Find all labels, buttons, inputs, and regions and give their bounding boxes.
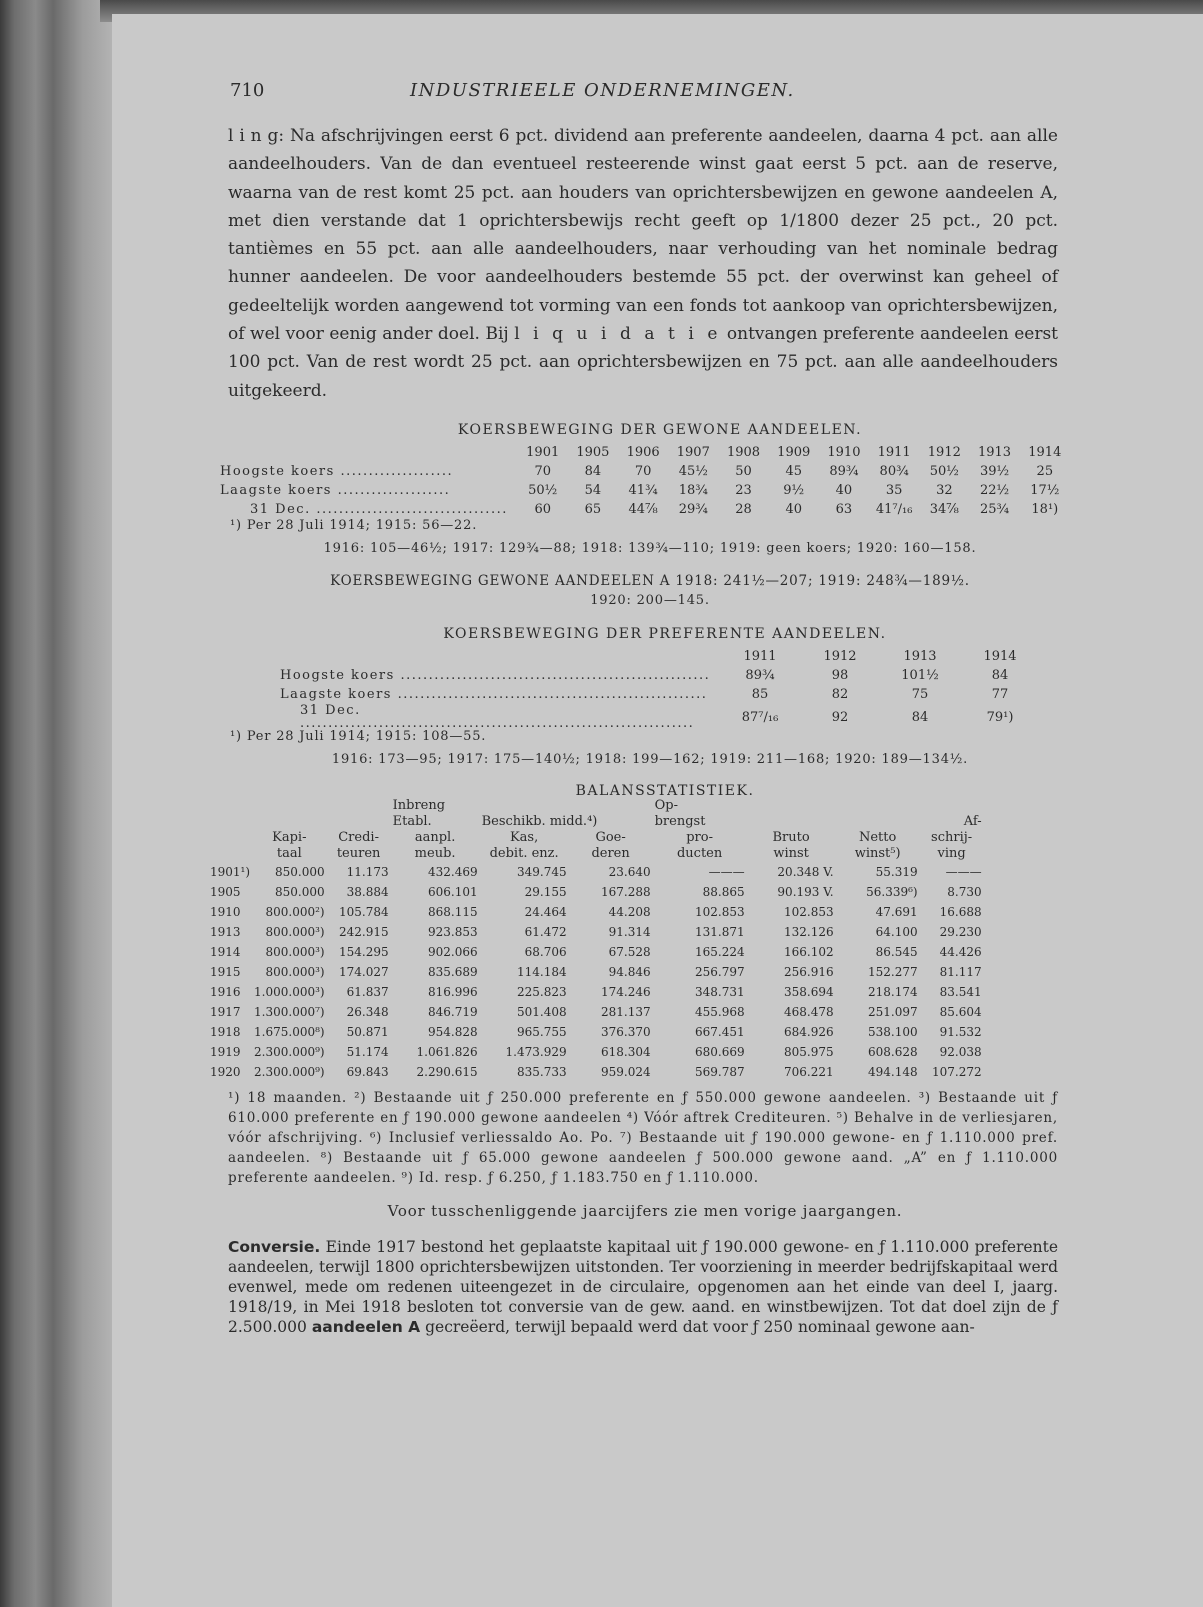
table-cell: 1.473.929 — [505, 1045, 567, 1060]
table-cell: 154.295 — [338, 945, 389, 960]
table-cell: 468.478 — [783, 1005, 834, 1020]
table-cell: 68.706 — [524, 945, 567, 960]
running-header — [220, 82, 1070, 112]
table-cell: 29.230 — [939, 925, 982, 940]
table-cell: 81.117 — [939, 965, 982, 980]
table-cell: 538.100 — [867, 1025, 918, 1040]
value-cell: 17½ — [1030, 482, 1060, 498]
col-header: Kapi- — [272, 830, 307, 846]
table-cell: 2.300.000⁹) — [254, 1045, 325, 1060]
conversie-text-2: gecreëerd, terwijl bepaald werd dat voor ƒ 250 nominaal gewone aan- — [425, 1318, 975, 1337]
koers-pref-section — [220, 627, 1070, 766]
table-cell: 24.464 — [524, 905, 567, 920]
table-cell: 455.968 — [694, 1005, 745, 1020]
table-row — [208, 942, 984, 962]
col-header: Bruto — [772, 830, 810, 846]
table-row — [208, 1042, 984, 1062]
table-row — [208, 1022, 984, 1042]
table-cell: 55.319 — [875, 865, 918, 880]
value-cell: 70 — [634, 463, 652, 479]
year-cell: 1914 — [983, 649, 1017, 665]
table-cell: 8.730 — [947, 885, 982, 900]
table-cell: 2.300.000⁹) — [254, 1065, 325, 1080]
col-header: Kas, — [509, 830, 539, 846]
year-cell: 1905 — [576, 444, 610, 460]
year-cell: 1912 — [823, 649, 857, 665]
year-cell: 1913 — [903, 649, 937, 665]
table-cell: 256.797 — [694, 965, 745, 980]
value-cell: 65 — [584, 501, 602, 517]
table-cell: 91.314 — [608, 925, 651, 940]
row-year: 1917 — [210, 1005, 241, 1020]
value-cell: 45 — [785, 463, 802, 479]
balans-section — [210, 783, 1070, 1188]
table-cell: 86.545 — [875, 945, 918, 960]
table-cell: 20.348 V. — [777, 865, 834, 880]
conversie-paragraph — [228, 1237, 1058, 1337]
table-row — [208, 862, 984, 882]
table-cell: 114.184 — [516, 965, 567, 980]
table-cell: 105.784 — [338, 905, 389, 920]
koers-a-section — [220, 572, 1070, 609]
koers-a-line-2: 1920: 200—145. — [590, 593, 710, 609]
year-cell: 1910 — [827, 444, 861, 460]
value-cell: 44⅞ — [628, 501, 658, 517]
koers-gewone-title: KOERSBEWEGING DER GEWONE AANDEELEN. — [457, 421, 863, 438]
year-cell: 1909 — [777, 444, 811, 460]
table-cell: 349.745 — [516, 865, 567, 880]
table-cell: 1.061.826 — [416, 1045, 478, 1060]
table-cell: 174.246 — [600, 985, 651, 1000]
value-cell: 34⅞ — [929, 501, 959, 517]
koers-pref-title: KOERSBEWEGING DER PREFERENTE AANDEELEN. — [443, 626, 887, 643]
table-cell: 61.472 — [524, 925, 567, 940]
balans-header-row — [208, 830, 984, 846]
value-cell: 18¹) — [1031, 501, 1059, 517]
table-cell: 225.823 — [516, 985, 567, 1000]
koers-pref-footnote: ¹) Per 28 Juli 1914; 1915: 108—55. — [230, 729, 487, 745]
value-cell: 23 — [735, 482, 752, 498]
value-cell: 41¾ — [628, 482, 658, 498]
row-year: 1913 — [210, 925, 241, 940]
value-cell: 63 — [835, 501, 853, 517]
year-cell: 1911 — [877, 444, 911, 460]
row-label: Laagste koers .................... — [220, 482, 451, 498]
table-cell: 850.000 — [274, 865, 325, 880]
value-cell: 87⁷/₁₆ — [741, 709, 779, 725]
col-header: taal — [276, 846, 302, 862]
table-cell: 281.137 — [600, 1005, 651, 1020]
value-cell: 85 — [751, 687, 769, 703]
year-cell: 1908 — [726, 444, 761, 460]
table-cell: 83.541 — [939, 985, 982, 1000]
table-cell: 835.733 — [516, 1065, 567, 1080]
table-cell: 218.174 — [867, 985, 918, 1000]
col-header: deren — [591, 846, 630, 862]
table-cell: 868.115 — [427, 905, 478, 920]
table-cell: 47.691 — [875, 905, 918, 920]
table-cell: 165.224 — [694, 945, 745, 960]
col-header: winst⁵) — [854, 846, 901, 862]
value-cell: 84 — [584, 463, 602, 479]
col-header: Inbreng — [392, 798, 446, 814]
value-cell: 84 — [991, 668, 1009, 684]
col-header: Goe- — [595, 830, 626, 846]
value-cell: 32 — [936, 482, 953, 498]
value-cell: 50½ — [929, 463, 959, 479]
row-year: 1915 — [210, 965, 241, 980]
row-year: 1916 — [210, 985, 241, 1000]
table-cell: ——— — [945, 865, 982, 880]
table-cell: 107.272 — [931, 1065, 982, 1080]
value-cell: 79¹) — [986, 709, 1014, 725]
table-cell: 501.408 — [516, 1005, 567, 1020]
table-cell: 569.787 — [694, 1065, 745, 1080]
table-cell: 23.640 — [608, 865, 651, 880]
table-row — [208, 962, 984, 982]
intro-text-1: Na afschrijvingen eerst 6 pct. dividend aan preferente aandeelen, daarna 4 pct. aan alle aandeelhouders. Van de dan eventueel resteerende winst gaat eerst 5 pct. aan de reserve, waarna van de rest komt 25 pct. aan houders van oprichtersbewijzen en gewone aandeelen A, met dien verstande dat 1 oprichtersbewijs recht geeft op 1/1800 dezer 25 pct., 20 pct. tantièmes en 55 pct. aan alle aandeelhouders, naar verhouding van het nominale bedrag hunner aandeelen. De voor aandeelhouders bestemde 55 pct. der overwinst kan geheel of gedeeltelijk worden aangewend tot vorming van een fonds tot aankoop van oprichtersbewijzen, of wel voor eenig ander doel. Bij — [228, 126, 1058, 345]
value-cell: 39½ — [979, 463, 1010, 479]
table-cell: 684.926 — [783, 1025, 834, 1040]
year-cell: 1914 — [1028, 444, 1062, 460]
table-cell: 816.996 — [427, 985, 478, 1000]
value-cell: 75 — [911, 687, 929, 703]
koers-gewone-table — [220, 443, 1070, 519]
conversie-text-1: Einde 1917 bestond het geplaatste kapitaal uit ƒ 190.000 gewone- en ƒ 1.110.000 preferente aandeelen, terwijl 1800 oprichtersbewijzen uitstonden. Ter voorziening in meerder bedrijfskapitaal werd evenwel, mede om redenen uiteengezet in de circulaire, opgenomen aan het einde van deel I, jaarg. 1918/19, in Mei 1918 besloten tot conversie van de gew. aand. en winstbewijzen. Tot dat doel zijn de ƒ 2.500.000 — [228, 1238, 1058, 1337]
row-year: 1914 — [210, 945, 241, 960]
table-cell: 152.277 — [867, 965, 918, 980]
balans-header-row — [208, 814, 984, 830]
table-cell: 16.688 — [939, 905, 982, 920]
table-row — [208, 902, 984, 922]
table-cell: 38.884 — [346, 885, 389, 900]
table-cell: 256.916 — [783, 965, 834, 980]
year-cell: 1913 — [977, 444, 1012, 460]
value-cell: 89¾ — [745, 668, 775, 684]
table-row — [220, 462, 1070, 481]
year-cell: 1911 — [743, 649, 777, 665]
table-cell: 11.173 — [346, 865, 389, 880]
table-cell: 64.100 — [875, 925, 918, 940]
table-cell: 706.221 — [783, 1065, 834, 1080]
table-cell: 606.101 — [427, 885, 478, 900]
table-cell: 174.027 — [338, 965, 389, 980]
tussen-note: Voor tusschenliggende jaarcijfers zie men vorige jaargangen. — [387, 1202, 903, 1221]
col-header: pro- — [686, 830, 713, 846]
table-cell: 167.288 — [600, 885, 651, 900]
col-header: aanpl. — [414, 830, 456, 846]
value-cell: 50½ — [528, 482, 558, 498]
table-cell: 251.097 — [867, 1005, 918, 1020]
table-cell: 800.000³) — [265, 925, 325, 940]
balans-body — [208, 862, 984, 1082]
col-header: Op- — [654, 798, 678, 814]
table-cell: 846.719 — [427, 1005, 478, 1020]
value-cell: 45½ — [678, 463, 708, 479]
table-cell: 954.828 — [427, 1025, 478, 1040]
table-cell: 667.451 — [694, 1025, 745, 1040]
row-year: 1918 — [210, 1025, 241, 1040]
koers-gewone-section — [220, 423, 1070, 555]
row-label: 31 Dec. .................................. — [250, 501, 508, 517]
table-cell: 608.628 — [867, 1045, 918, 1060]
table-cell: 91.532 — [939, 1025, 982, 1040]
table-cell: 131.871 — [694, 925, 745, 940]
page-number: 710 — [230, 80, 265, 101]
row-label: Laagste koers ....................................................... — [280, 687, 708, 703]
table-cell: 61.837 — [346, 985, 389, 1000]
table-cell: 94.846 — [608, 965, 651, 980]
table-cell: 44.208 — [608, 905, 651, 920]
table-cell: 56.339⁶) — [866, 885, 918, 900]
col-header: teuren — [336, 846, 381, 862]
row-year: 1905 — [210, 885, 241, 900]
table-cell: 50.871 — [346, 1025, 389, 1040]
row-label: Hoogste koers ....................................................... — [280, 668, 711, 684]
col-header: Af- — [963, 814, 982, 830]
table-cell: 1.000.000³) — [254, 985, 325, 1000]
col-header: Etabl. — [392, 814, 432, 830]
table-cell: 44.426 — [939, 945, 982, 960]
year-cell: 1912 — [927, 444, 961, 460]
koers-pref-years — [220, 647, 1040, 666]
table-row — [220, 704, 1040, 730]
value-cell: 54 — [584, 482, 602, 498]
col-header: ving — [937, 846, 966, 862]
koers-gewone-footnote: ¹) Per 28 Juli 1914; 1915: 56—22. — [230, 517, 478, 533]
conversie-label: Conversie. — [228, 1238, 321, 1257]
table-cell: 835.689 — [427, 965, 478, 980]
table-cell: 923.853 — [427, 925, 478, 940]
col-header: meub. — [414, 846, 456, 862]
table-row — [220, 481, 1070, 500]
table-row — [208, 922, 984, 942]
value-cell: 28 — [735, 501, 752, 517]
page-content — [210, 80, 1070, 1337]
table-cell: 800.000³) — [265, 965, 325, 980]
table-cell: 1.300.000⁷) — [254, 1005, 325, 1020]
balans-title: BALANSSTATISTIEK. — [575, 783, 755, 800]
table-row — [208, 882, 984, 902]
col-header: schrij- — [931, 830, 973, 846]
value-cell: 40 — [835, 482, 853, 498]
koers-a-line-1: KOERSBEWEGING GEWONE AANDEELEN A 1918: 241½—207; 1919: 248¾—189½. — [330, 572, 970, 589]
col-header: winst — [773, 846, 809, 862]
intro-lead: l i n g: — [228, 126, 285, 146]
col-header: debit. enz. — [489, 846, 559, 862]
table-cell: 358.694 — [783, 985, 834, 1000]
table-cell: 348.731 — [694, 985, 745, 1000]
value-cell: 92 — [831, 709, 849, 725]
col-header: ducten — [676, 846, 723, 862]
table-cell: 67.528 — [608, 945, 651, 960]
table-cell: 800.000²) — [265, 905, 325, 920]
row-year: 1910 — [210, 905, 241, 920]
col-header: brengst — [654, 814, 706, 830]
table-cell: 26.348 — [346, 1005, 389, 1020]
intro-paragraph — [228, 122, 1058, 405]
col-header: Credi- — [338, 830, 379, 846]
row-year: 1920 — [210, 1065, 241, 1080]
value-cell: 40 — [785, 501, 802, 517]
value-cell: 89¾ — [829, 463, 859, 479]
value-cell: 25¾ — [979, 501, 1010, 517]
value-cell: 80¾ — [879, 463, 909, 479]
table-cell: 242.915 — [338, 925, 389, 940]
row-year: 1919 — [210, 1045, 241, 1060]
row-label: 31 Dec. ...................................................................... — [300, 703, 695, 732]
table-cell: 102.853 — [783, 905, 834, 920]
balans-footnotes: ¹) 18 maanden. ²) Bestaande uit ƒ 250.000 preferente en ƒ 550.000 gewone aandeelen. ³) Bestaande uit ƒ 610.000 preferente en ƒ 190.000 gewone aandeelen ⁴) Vóór aftrek Crediteuren. ⁵) Behalve in de verliesjaren, vóór afschrijving. ⁶) Inclusief verliessaldo Ao. Po. ⁷) Bestaande uit ƒ 190.000 gewone- en ƒ 1.110.000 pref. aandeelen. ⁸) Bestaande uit ƒ 65.000 gewone aandeelen ƒ 500.000 gewone aand. „A” en ƒ 1.110.000 preferente aandeelen. ⁹) Id. resp. ƒ 6.250, ƒ 1.183.750 en ƒ 1.110.000. — [228, 1090, 1058, 1187]
value-cell: 22½ — [979, 482, 1010, 498]
balans-header-row — [208, 846, 984, 862]
value-cell: 98 — [831, 668, 849, 684]
value-cell: 9½ — [783, 482, 805, 498]
table-cell: 800.000³) — [265, 945, 325, 960]
table-cell: 494.148 — [867, 1065, 918, 1080]
value-cell: 18¾ — [678, 482, 708, 498]
table-cell: 376.370 — [600, 1025, 651, 1040]
table-cell: 29.155 — [524, 885, 567, 900]
page-title: INDUSTRIEELE ONDERNEMINGEN. — [410, 80, 795, 101]
row-label: Hoogste koers .................... — [220, 463, 454, 479]
book-edge-left — [0, 0, 118, 1607]
value-cell: 70 — [534, 463, 551, 479]
value-cell: 101½ — [901, 668, 939, 684]
table-cell: 69.843 — [346, 1065, 389, 1080]
row-year: 1901¹) — [210, 865, 251, 880]
value-cell: 41⁷/₁₆ — [875, 501, 913, 517]
table-cell: 51.174 — [346, 1045, 389, 1060]
table-cell: 88.865 — [702, 885, 745, 900]
table-row — [220, 666, 1040, 685]
koers-gewone-years — [220, 443, 1070, 462]
koers-gewone-history: 1916: 105—46½; 1917: 129¾—88; 1918: 139¾—110; 1919: geen koers; 1920: 160—158. — [323, 540, 977, 556]
koers-pref-history: 1916: 173—95; 1917: 175—140½; 1918: 199—162; 1919: 211—168; 1920: 189—134½. — [331, 752, 969, 768]
table-cell: 432.469 — [427, 865, 478, 880]
table-cell: 965.755 — [516, 1025, 567, 1040]
table-cell: 102.853 — [694, 905, 745, 920]
koers-pref-table — [220, 647, 1040, 730]
table-cell: 1.675.000⁸) — [254, 1025, 325, 1040]
table-cell: 2.290.615 — [416, 1065, 478, 1080]
year-cell: 1901 — [526, 444, 560, 460]
table-row — [208, 1062, 984, 1082]
table-cell: 132.126 — [783, 925, 834, 940]
table-row — [208, 1002, 984, 1022]
table-cell: 92.038 — [939, 1045, 982, 1060]
table-cell: ——— — [708, 865, 745, 880]
year-cell: 1907 — [676, 444, 710, 460]
table-cell: 850.000 — [274, 885, 325, 900]
year-cell: 1906 — [626, 444, 660, 460]
intro-liquidatie: l i q u i d a t i e — [514, 324, 722, 345]
balans-table — [208, 798, 984, 1082]
table-cell: 90.193 V. — [777, 885, 834, 900]
table-row — [220, 500, 1070, 519]
value-cell: 50 — [735, 463, 752, 479]
value-cell: 35 — [885, 482, 903, 498]
value-cell: 60 — [534, 501, 551, 517]
col-header: Beschikb. midd.⁴) — [481, 814, 598, 830]
value-cell: 25 — [1036, 463, 1054, 479]
table-cell: 805.975 — [783, 1045, 834, 1060]
value-cell: 84 — [911, 709, 929, 725]
balans-header-row — [208, 798, 984, 814]
table-cell: 85.604 — [939, 1005, 982, 1020]
col-header: Netto — [858, 830, 897, 846]
value-cell: 29¾ — [678, 501, 708, 517]
table-cell: 166.102 — [783, 945, 834, 960]
intro-text-2: ontvangen preferente aandeelen eerst 100 pct. Van de rest wordt 25 pct. aan oprichtersbewijzen en 75 pct. aan alle aandeelhouders uitgekeerd. — [228, 324, 1059, 401]
conversie-bold: aandeelen A — [311, 1318, 421, 1337]
table-row — [208, 982, 984, 1002]
table-row — [220, 685, 1040, 704]
table-cell: 618.304 — [600, 1045, 651, 1060]
value-cell: 82 — [831, 687, 849, 703]
table-cell: 680.669 — [694, 1045, 745, 1060]
table-cell: 959.024 — [600, 1065, 651, 1080]
value-cell: 77 — [991, 687, 1009, 703]
table-cell: 902.066 — [427, 945, 478, 960]
